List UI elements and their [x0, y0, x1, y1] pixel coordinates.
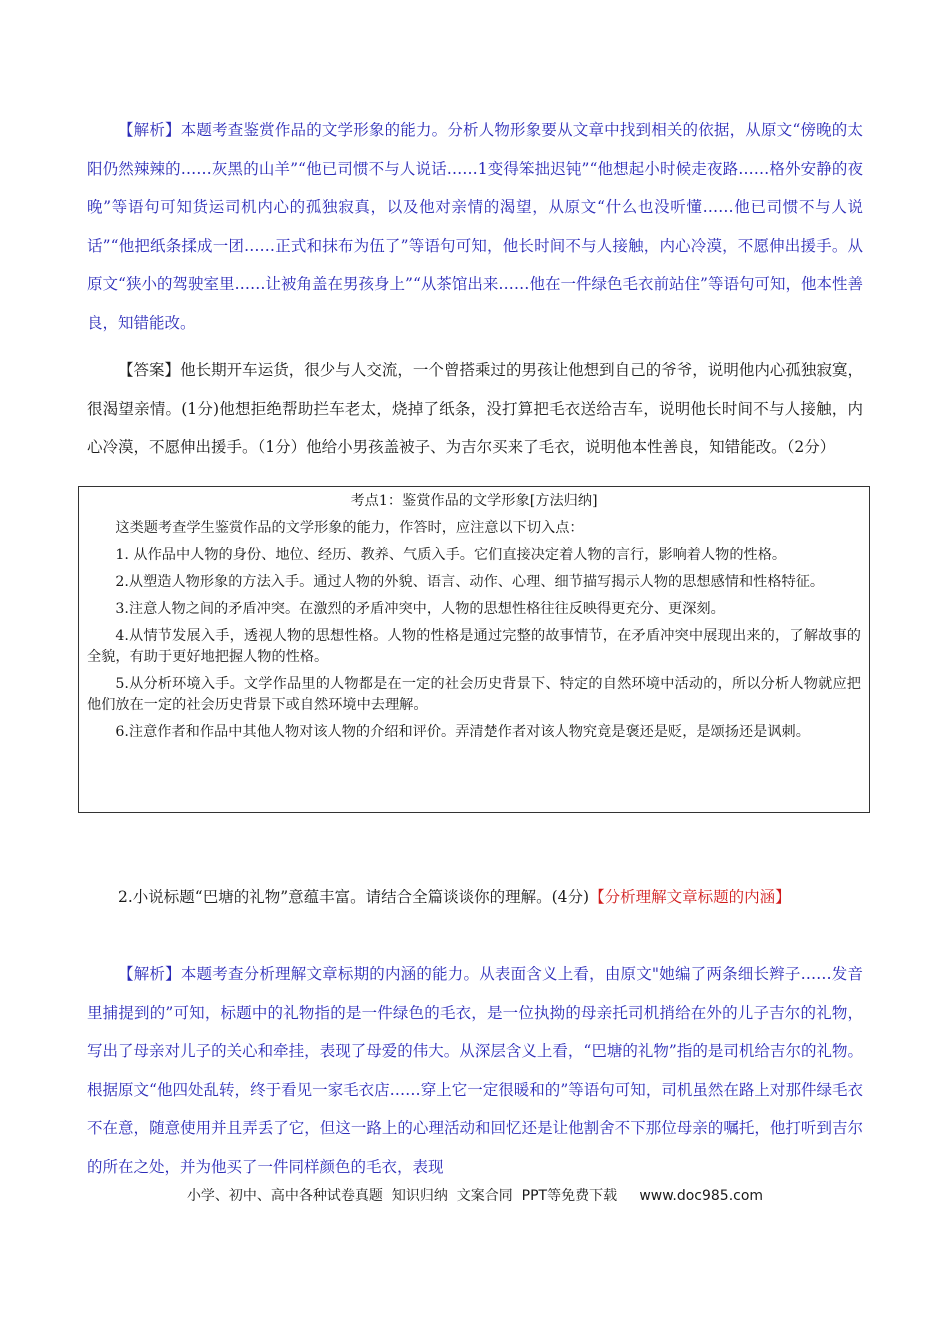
- method-summary-box: [78, 486, 870, 813]
- method-item: 2.从塑造人物形象的方法入手。通过人物的外貌、语言、动作、心理、细节描写揭示人物的思想感情和性格特征。: [115, 574, 825, 590]
- analysis-label: 【解析】: [118, 121, 181, 139]
- method-item: 5.从分析环境入手。文学作品里的人物都是在一定的社会历史背景下、特定的自然环境中活动的，所以分析人物就应把他们放在一定的社会历史背景下或自然环境中去理解。: [87, 676, 861, 713]
- method-item: 1. 从作品中人物的身份、地位、经历、教养、气质入手。它们直接决定着人物的言行，影响着人物的性格。: [115, 547, 787, 563]
- answer-text: 他长期开车运货，很少与人交流，一个曾搭乘过的男孩让他想到自己的爷爷，说明他内心孤独寂寞，很渴望亲情。(1分)他想拒绝帮助拦车老太，烧掉了纸条，没打算把毛衣送给吉车，说明他长时间不与人接触，内心冷漠，不愿伸出援手。（1分）他给小男孩盖被子、为吉尔买来了毛衣，说明他本性善良，知错能改。（2分）: [87, 361, 863, 457]
- answer-label: 【答案】: [118, 361, 181, 379]
- method-item: 4.从情节发展入手，透视人物的思想性格。人物的性格是通过完整的故事情节，在矛盾冲突中展现出来的，了解故事的全貌，有助于更好地把握人物的性格。: [87, 628, 861, 665]
- method-box-title: 考点1：鉴赏作品的文学形象[方法归纳]: [350, 493, 598, 509]
- question-text: 2.小说标题“巴塘的礼物”意蕴丰富。请结合全篇谈谈你的理解。(4分): [118, 888, 590, 906]
- analysis-paragraph-1: [87, 111, 863, 343]
- question-2: [87, 878, 863, 917]
- answer-paragraph-1: [87, 351, 863, 467]
- analysis-label: 【解析】: [118, 965, 181, 983]
- analysis-text: 本题考查分析理解文章标期的内涵的能力。从表面含义上看，由原文"她编了两条细长辫子……发音里捕提到的”可知，标题中的礼物指的是一件绿色的毛衣，是一位执拗的母亲托司机捎给在外的儿子吉尔的礼物，写出了母亲对儿子的关心和牵挂，表现了母爱的伟大。从深层含义上看，“巴塘的礼物”指的是司机给吉尔的礼物。根据原文“他四处乱转，终于看见一家毛衣店……穿上它一定很暖和的”等语句可知，司机虽然在路上对那件绿毛衣不在意，随意使用并且弄丢了它，但这一路上的心理活动和回忆还是让他割舍不下那位母亲的嘱托，他打听到吉尔的所在之处，并为他买了一件同样颜色的毛衣，表现: [87, 965, 863, 1176]
- page-footer: 小学、初中、高中各种试卷真题 知识归纳 文案合同 PPT等免费下载 www.doc985.com: [186, 1188, 764, 1204]
- method-box-intro: 这类题考查学生鉴赏作品的文学形象的能力，作答时，应注意以下切入点：: [115, 520, 584, 536]
- analysis-paragraph-2: [87, 955, 863, 1187]
- question-tag: 【分析理解文章标题的内涵】: [589, 888, 791, 906]
- method-item: 6.注意作者和作品中其他人物对该人物的介绍和评价。弄清楚作者对该人物究竟是褒还是贬，是颂扬还是讽刺。: [115, 724, 810, 740]
- analysis-text: 本题考查鉴赏作品的文学形象的能力。分析人物形象要从文章中找到相关的依据，从原文“傍晚的太阳仍然辣辣的……灰黑的山羊”“他已司惯不与人说话……1变得笨拙迟钝”“他想起小时候走夜路……格外安静的夜晚”等语句可知货运司机内心的孤独寂真，以及他对亲情的渴望，从原文“什么也没听懂……他已司惯不与人说话”“他把纸条揉成一团……正式和抹布为伍了”等语句可知，他长时间不与人接触，内心冷漠，不愿伸出援手。从原文“狭小的驾驶室里……让被角盖在男孩身上”“从茶馆出来……他在一件绿色毛衣前站住”等语句可知，他本性善良，知错能改。: [87, 121, 863, 332]
- method-item: 3.注意人物之间的矛盾冲突。在激烈的矛盾冲突中，人物的思想性格往往反映得更充分、更深刻。: [115, 601, 725, 617]
